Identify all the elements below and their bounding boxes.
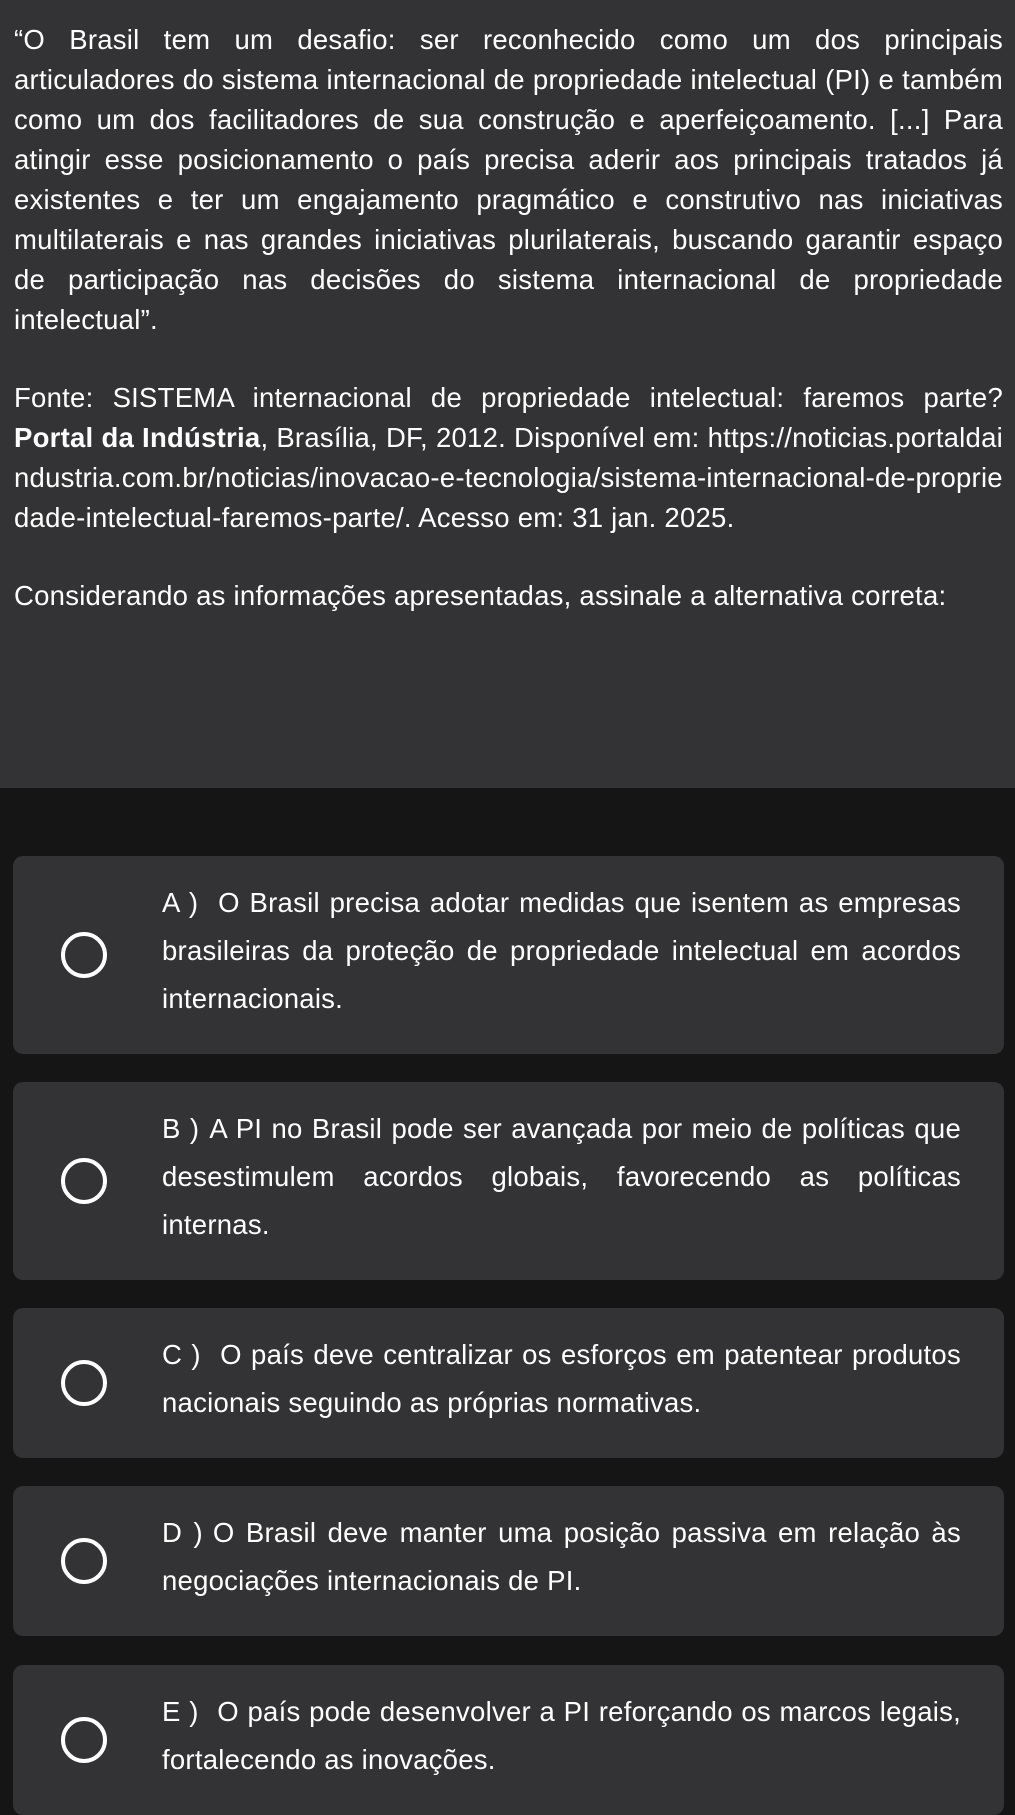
option-d-label: O Brasil deve manter uma posição passiva em relação às negociações internacionais de PI. — [162, 1517, 961, 1596]
option-b-text — [162, 1105, 961, 1249]
option-b-label: A PI no Brasil pode ser avançada por meio de políticas que desestimulem acordos globais, favorecendo as políticas internas. — [162, 1113, 961, 1240]
option-d[interactable] — [13, 1486, 1004, 1636]
radio-unchecked-icon[interactable] — [61, 932, 107, 978]
source-suffix: , Brasília, DF, 2012. Disponível em: — [260, 422, 708, 453]
option-a-text — [162, 879, 961, 1023]
question-quote: “O Brasil tem um desafio: ser reconhecido como um dos principais articuladores do sistema internacional de propriedade intelectual (PI) e também como um dos facilitadores de sua construção e aperfeiçoamento. [...] Para atingir esse posicionamento o país precisa aderir aos principais tratados já existentes e ter um engajamento pragmático e construtivo nas iniciativas multilaterais e nas grandes iniciativas plurilaterais, buscando garantir espaço de participação nas decisões do sistema internacional de propriedade intelectual”. — [14, 24, 1003, 335]
question-source — [14, 378, 1003, 538]
source-title: Portal da Indústria — [14, 422, 261, 453]
option-c-text — [162, 1331, 961, 1427]
radio-unchecked-icon[interactable] — [61, 1538, 107, 1584]
radio-unchecked-icon[interactable] — [61, 1158, 107, 1204]
option-c-label: O país deve centralizar os esforços em patentear produtos nacionais seguindo as próprias normativas. — [162, 1339, 961, 1418]
source-access: . Acesso em: 31 jan. 2025. — [403, 502, 735, 533]
source-prefix: Fonte: SISTEMA internacional de propriedade intelectual: faremos parte? — [14, 382, 1003, 413]
option-d-text — [162, 1509, 961, 1605]
option-e-label: O país pode desenvolver a PI reforçando os marcos legais, fortalecendo as inovações. — [162, 1696, 962, 1775]
option-d-letter: D ) — [162, 1517, 203, 1548]
option-a-label: O Brasil precisa adotar medidas que isentem as empresas brasileiras da proteção de propriedade intelectual em acordos internacionais. — [162, 887, 962, 1014]
radio-unchecked-icon[interactable] — [61, 1360, 107, 1406]
option-e[interactable] — [13, 1665, 1004, 1815]
question-panel — [0, 0, 1015, 788]
option-e-text — [162, 1688, 961, 1784]
question-prompt: Considerando as informações apresentadas, assinale a alternativa correta: — [14, 580, 947, 611]
option-a-letter: A ) — [162, 887, 199, 918]
source-url: https://noticias.portaldaindustria.com.br/noticias/inovacao-e-tecnologia/sistema-internacional-de-propriedade-intelectual-faremos-parte/ — [14, 422, 1003, 533]
option-c[interactable] — [13, 1308, 1004, 1458]
option-b[interactable] — [13, 1082, 1004, 1280]
option-a[interactable] — [13, 856, 1004, 1054]
option-b-letter: B ) — [162, 1113, 200, 1144]
radio-unchecked-icon[interactable] — [61, 1717, 107, 1763]
option-e-letter: E ) — [162, 1696, 199, 1727]
option-c-letter: C ) — [162, 1339, 201, 1370]
options-list — [0, 788, 1015, 1795]
